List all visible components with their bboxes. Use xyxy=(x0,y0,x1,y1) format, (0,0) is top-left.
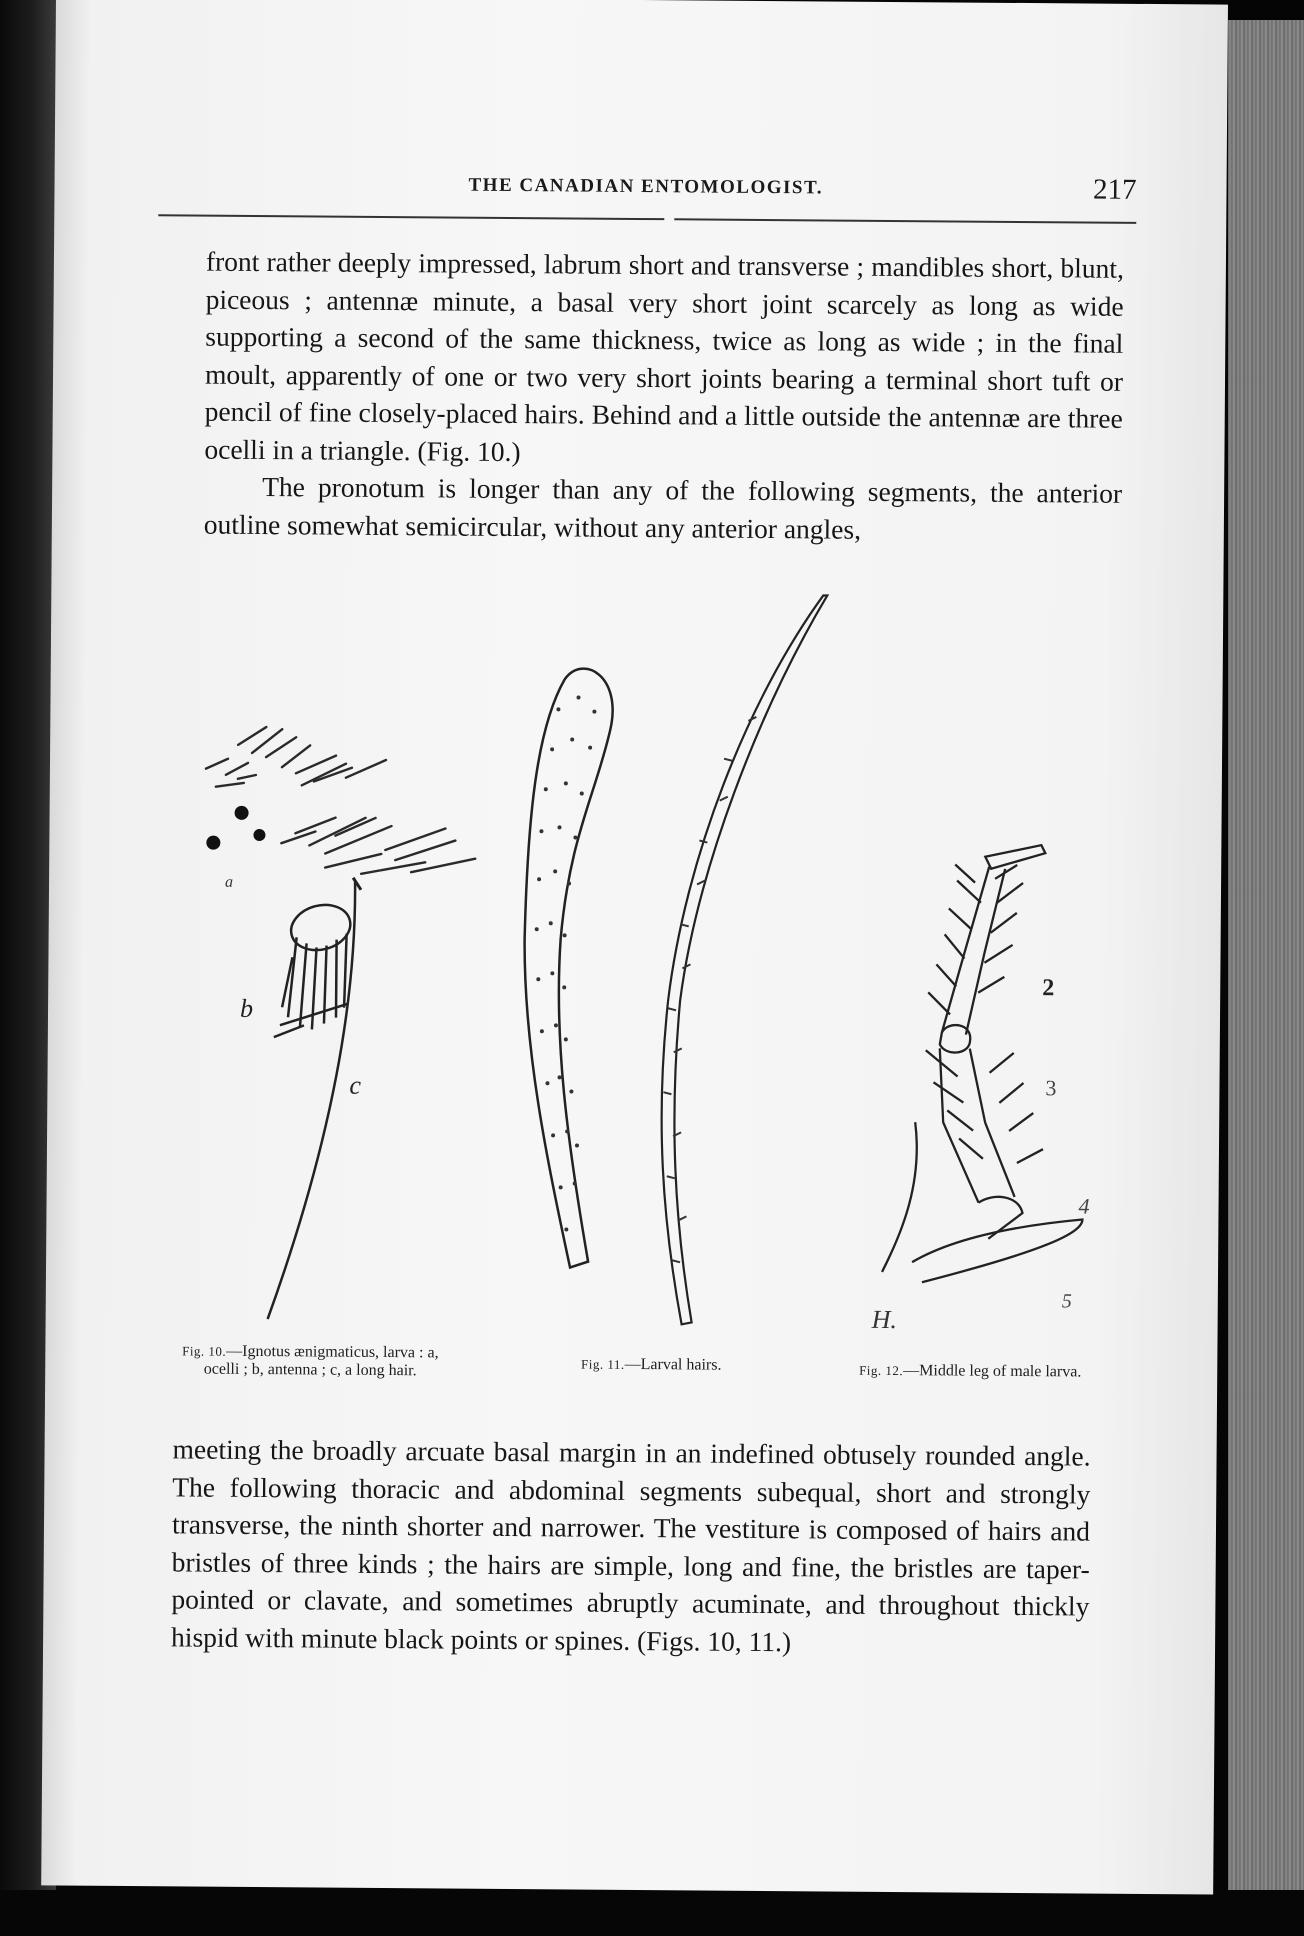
artist-signature: H. xyxy=(871,1304,898,1335)
figure-10-caption-text: —Ignotus ænigmaticus, larva : a, ocelli ; b, antenna ; c, a long hair. xyxy=(203,1342,439,1380)
figure-11-label: Fig. 11. xyxy=(580,1356,625,1372)
book-page-edges xyxy=(1228,20,1304,1900)
figure-10-caption xyxy=(165,1342,455,1380)
running-title: THE CANADIAN ENTOMOLOGIST. xyxy=(468,174,824,199)
paragraph: front rather deeply impressed, labrum short and transverse ; mandibles short, blunt, piceous ; antennæ minute, a basal very short joint scarcely as long as wide supporting a second of the same thickness, twice as long as wide ; in the final moult, apparently of one or two very short joints bearing a terminal short tuft or pencil of fine closely-placed hairs. Behind and a little outside the antennæ are three ocelli in a triangle. (Fig. 10.) xyxy=(204,245,1125,467)
fig12-number-5: 5 xyxy=(1061,1290,1072,1313)
body-text-bottom xyxy=(171,1430,1091,1662)
figure-10-label: Fig. 10. xyxy=(182,1343,227,1359)
figure-12-label: Fig. 12. xyxy=(859,1362,904,1379)
header-rule-left xyxy=(158,214,664,220)
fig11-tapered-hair xyxy=(660,594,827,1325)
book-page xyxy=(41,0,1228,1895)
paragraph: The pronotum is longer than any of the following segments, the anterior outline somewhat semicircular, without any anterior angles, xyxy=(203,471,1123,545)
fig10-letter-c: c xyxy=(349,1070,362,1100)
fig11-clavate-spines xyxy=(532,695,596,1231)
fig10-ocelli-drawing xyxy=(205,727,476,875)
fig10-antenna-drawing xyxy=(274,898,356,1038)
figure-11-caption xyxy=(521,1355,781,1375)
fig12-number-2: 2 xyxy=(1042,975,1055,1002)
fig12-number-3: 3 xyxy=(1045,1075,1057,1101)
figure-12-caption xyxy=(825,1361,1115,1381)
figure-11-caption-text: —Larval hairs. xyxy=(624,1355,722,1374)
figure-illustrations xyxy=(181,576,1127,1343)
paragraph: meeting the broadly arcuate basal margin in an indefined obtusely rounded angle. The following thoracic and abdominal segments subequal, short and strongly transverse, the ninth shorter and narrower. The vestiture is composed of hairs and bristles of three kinds ; the hairs are simple, long and fine, the bristles are taper-pointed or clavate, and sometimes abruptly acuminate, and throughout thickly hispid with minute black points or spines. (Figs. 10, 11.) xyxy=(171,1433,1091,1657)
fig12-leg-drawing xyxy=(882,844,1085,1284)
fig11-clavate-hair xyxy=(522,668,613,1268)
ocelli-dots xyxy=(206,806,265,850)
body-text-top xyxy=(204,243,1124,550)
fig10-long-hair xyxy=(268,881,356,1320)
page-header xyxy=(158,166,1136,234)
fig10-letter-b: b xyxy=(239,993,254,1023)
fig10-letter-a: a xyxy=(224,873,234,891)
figure-12-caption-text: —Middle leg of male larva. xyxy=(903,1362,1082,1381)
header-rule-right xyxy=(674,218,1136,224)
scan-bottom-border xyxy=(0,1890,1304,1936)
page-number: 217 xyxy=(1092,173,1137,206)
fig12-number-4: 4 xyxy=(1078,1193,1090,1219)
